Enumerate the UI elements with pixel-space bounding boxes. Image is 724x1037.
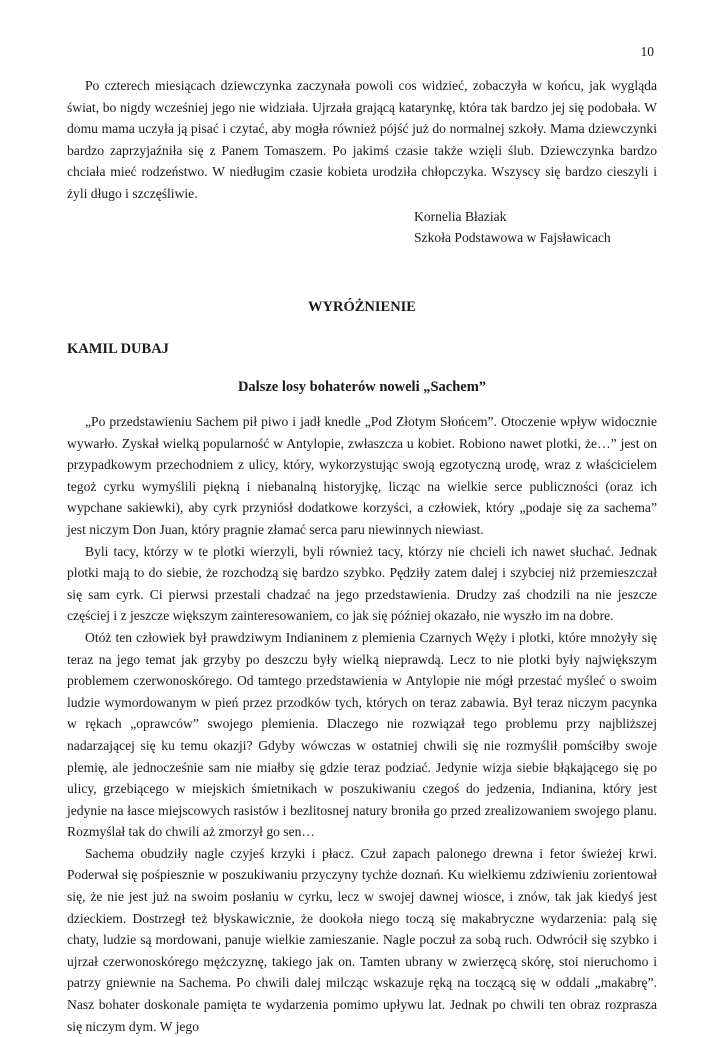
story-paragraph: Sachema obudziły nagle czyjeś krzyki i płacz. Czuł zapach palonego drewna i fetor świeżej krwi. Poderwał się pośpiesznie w poszukiwaniu przyczyny tychże doznań. Ku wielkiemu zdziwieniu zorientował się, że nie jest już na swoim posłaniu w cyrku, lecz w swojej dawnej wiosce, i znów, tak jak kiedyś jest dzieckiem. Dostrzegł też błyskawicznie, że dookoła niego toczą się makabryczne wydarzenia: palą się chaty, ludzie są mordowani, panuje wielkie zamieszanie. Nagle poczuł za sobą ruch. Odwrócił się szybko i ujrzał czerwonoskórego mężczyznę, takiego jak on. Tamten ubrany w zwierzęcą skórę, stoi nieruchomo i patrzy gniewnie na Sachema. Po chwili dalej milcząc wskazuje ręką na toczącą się w oddali „makabrę”. Nasz bohater doskonale pamięta te wydarzenia pomimo upływu lat. Jednak po chwili ten obraz rozprasza się niczym dym. W jego	[67, 845, 657, 1034]
story-body	[67, 411, 657, 1037]
story-paragraph: Otóż ten człowiek był prawdziwym Indianinem z plemienia Czarnych Węży i plotki, które mnożyły się teraz na jego temat jak grzyby po deszczu były wielką nieprawdą. Lecz to nie plotki były największym problemem czerwonoskórego. Od tamtego przedstawienia w Antylopie nie mógł przestać myśleć o swoim ludzie wymordowanym w pień przez przodków tych, których on teraz zabawia. Był teraz niczym pacynka w rękach „oprawców” swojego plemienia. Dlaczego nie rozwiązał tego problemu przy najbliższej nadarzającej się ku temu okazji? Gdyby wówczas w ostatniej chwili się nie rozmyślił pomściłby swoje plemię, ale jednocześnie sam nie miałby się gdzie teraz podziać. Jedynie wizja siebie błąkającego się po ulicy, grzebiącego w miejskich śmietnikach w poszukiwaniu czegoś do jedzenia, Indianina, który jest jedynie na łasce miejscowych rasistów i bezlitosnej natury broniła go przed zrealizowaniem swojego planu. Rozmyślał tak do chwili aż zmorzył go sen…	[67, 629, 657, 840]
intro-text	[67, 75, 657, 205]
page-number: 10	[640, 44, 654, 59]
signature-school: Szkoła Podstawowa w Fajsławicach	[414, 230, 611, 245]
story-paragraph: Byli tacy, którzy w te plotki wierzyli, byli również tacy, którzy nie chcieli ich nawet słuchać. Jednak plotki mają to do siebie, że rozchodzą się bardzo szybko. Pędziły zatem dalej i szybciej niż przemieszczał się sam cyrk. Ci pierwsi przestali chadzać na jego przedstawienia. Drudzy zaś chodzili na nie jeszcze częściej i z jeszcze większym zainteresowaniem, co jak się później okazało, nie wyszło im na dobre.	[67, 543, 657, 624]
author-name: KAMIL DUBAJ	[67, 341, 169, 357]
award-heading: WYRÓŻNIENIE	[308, 299, 416, 315]
story-paragraph: „Po przedstawieniu Sachem pił piwo i jadł knedle „Pod Złotym Słońcem”. Otoczenie wpływ widocznie wywarło. Zyskał wielką popularność w Antylopie, zwłaszcza u kobiet. Robiono nawet plotki, że…” jest on przypadkowym przechodniem z ulicy, który, wykorzystując swoją egzotyczną urodę, wraz z właścicielem tegoż cyrku wymyślili piękną i niebanalną historyjkę, licząc na wielkie serce publiczności (oraz ich wypchane sakiewki), aby cyrk przyniósł dodatkowe korzyści, a człowiek, który „podaje się za sachema” jest niczym Don Juan, który pragnie złamać serca paru niewinnych niewiast.	[67, 414, 657, 537]
story-title: Dalsze losy bohaterów noweli „Sachem”	[237, 379, 487, 395]
signature-name: Kornelia Błaziak	[414, 209, 507, 224]
intro-paragraph: Po czterech miesiącach dziewczynka zaczynała powoli cos widzieć, zobaczyła w końcu, jak wygląda świat, bo nigdy wcześniej jego nie widziała. Ujrzała grającą katarynkę, która tak bardzo jej się podobała. W domu mama uczyła ją pisać i czytać, aby mogła również pójść już do normalnej szkoły. Mama dziewczynki bardzo zaprzyjaźniła się z Panem Tomaszem. Po jakimś czasie także wzięli ślub. Dziewczynka bardzo chciała mieć rodzeństwo. W niedługim czasie kobieta urodziła chłopczyka. Wszyscy się bardzo cieszyli i żyli długo i szczęśliwie.	[67, 78, 657, 201]
signature	[414, 206, 611, 248]
